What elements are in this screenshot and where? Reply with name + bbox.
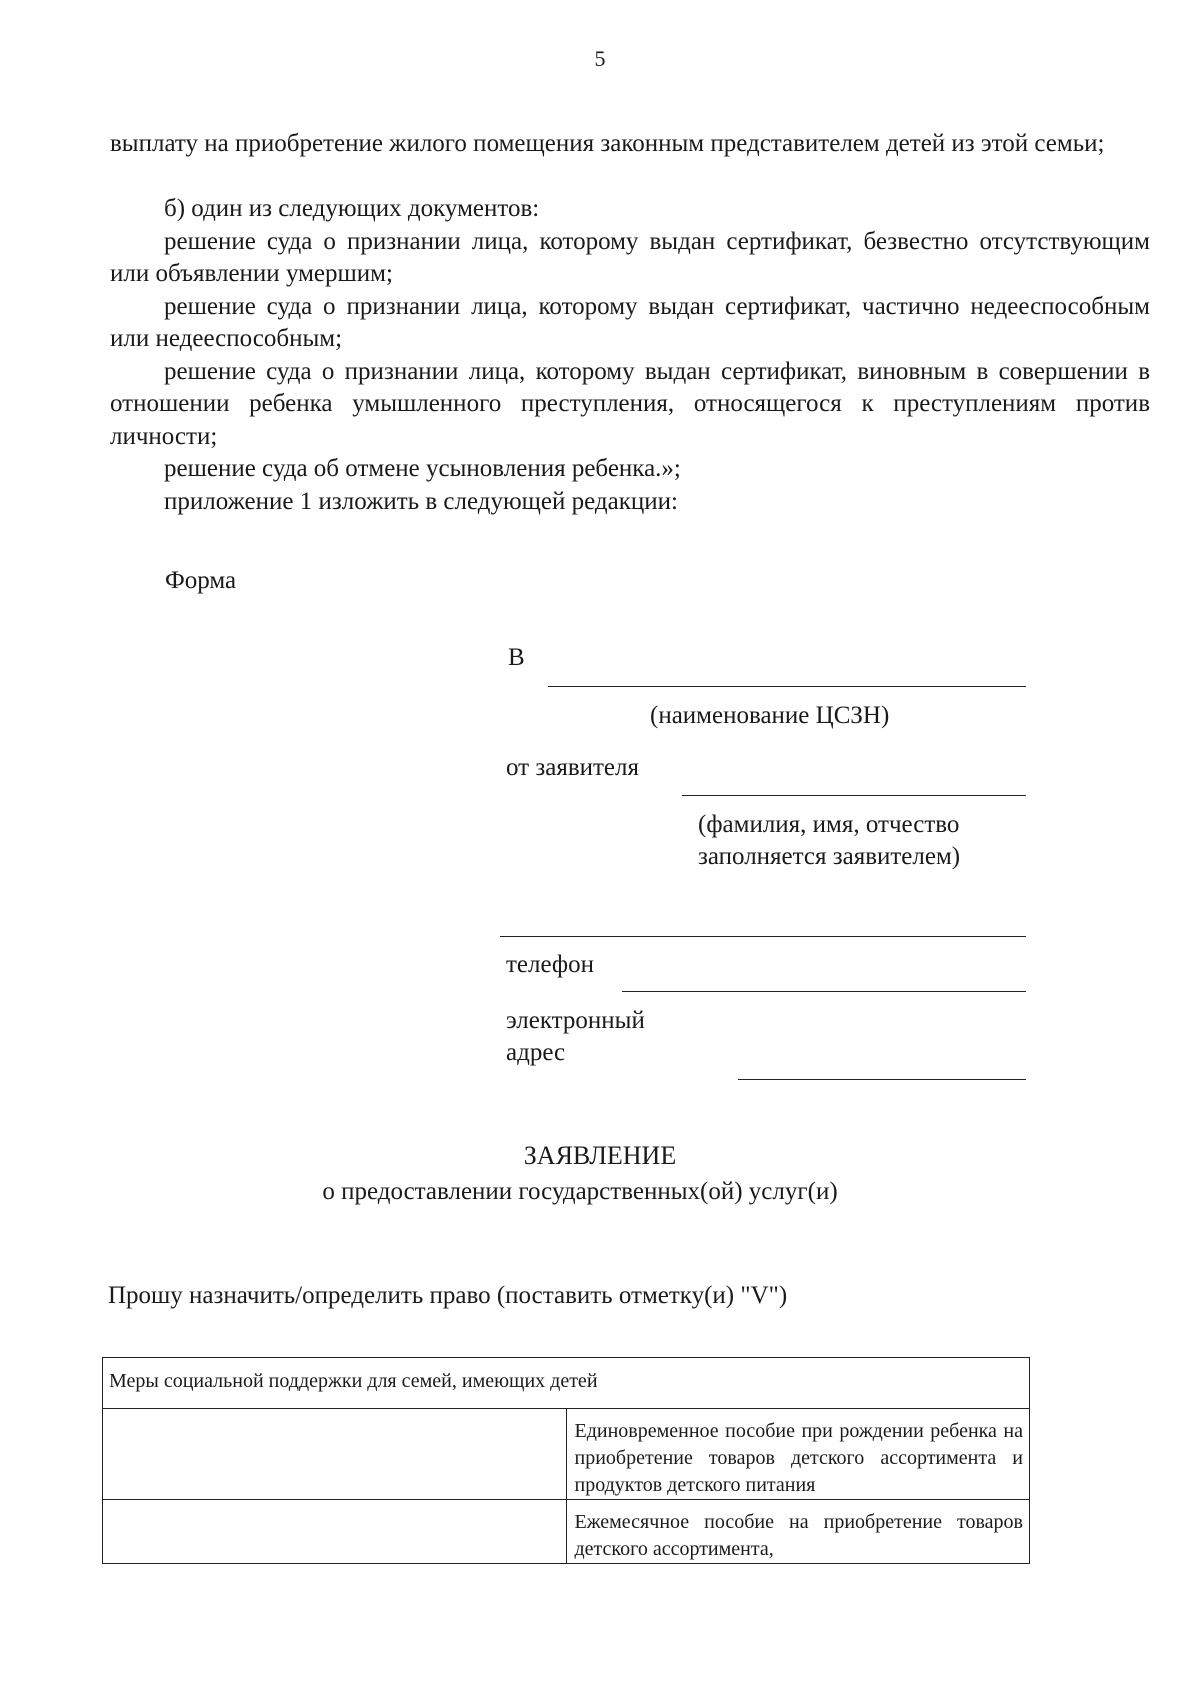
applicant-caption-1: (фамилия, имя, отчество [698, 811, 960, 838]
applicant-extra-line[interactable] [500, 936, 1026, 937]
table-header-row [103, 1358, 1030, 1409]
applicant-name-line[interactable] [682, 795, 1026, 796]
from-label: от заявителя [506, 754, 639, 781]
org-name-line[interactable] [548, 686, 1026, 687]
table-header: Меры социальной поддержки для семей, имеющих детей [103, 1358, 1030, 1409]
paragraph: решение суда о признании лица, которому выдан сертификат, безвестно отсутствующим или объявлении умершим; [110, 227, 1150, 287]
paragraph: решение суда о признании лица, которому выдан сертификат, виновным в совершении в отношении ребенка умышленного преступления, относящегося к преступлениям против личности; [110, 357, 1150, 450]
paragraph: решение суда об отмене усыновления ребенка.»; [164, 455, 681, 482]
measure-description: Ежемесячное пособие на приобретение товаров детского ассортимента, [566, 1500, 1030, 1564]
table-row [103, 1409, 1030, 1500]
body-text [110, 128, 1150, 161]
form-label: Форма [165, 567, 237, 594]
phone-line[interactable] [622, 991, 1026, 992]
email-line[interactable] [738, 1079, 1026, 1080]
phone-label: телефон [506, 951, 594, 978]
applicant-caption-2: заполняется заявителем) [698, 843, 961, 870]
checkbox-cell[interactable] [103, 1500, 567, 1564]
paragraph: приложение 1 изложить в следующей редакции: [164, 487, 678, 515]
document-subtitle: о предоставлении государственных(ой) услуг(и) [322, 1178, 838, 1205]
to-prefix: В [508, 644, 525, 671]
measures-table [102, 1357, 1030, 1564]
email-label-2: адрес [506, 1039, 566, 1066]
email-label-1: электронный [506, 1007, 645, 1034]
table-row [103, 1500, 1030, 1564]
paragraph: решение суда о признании лица, которому выдан сертификат, частично недееспособным или недееспособным; [110, 292, 1150, 352]
paragraph: выплату на приобретение жилого помещения законным представителем детей из этой семьи; [110, 130, 1105, 157]
checkbox-cell[interactable] [103, 1409, 567, 1500]
paragraph: б) один из следующих документов: [164, 195, 540, 222]
document-title: ЗАЯВЛЕНИЕ [523, 1141, 677, 1170]
measure-description: Единовременное пособие при рождении ребенка на приобретение товаров детского ассортимента и продуктов детского питания [566, 1409, 1030, 1500]
org-caption: (наименование ЦСЗН) [650, 702, 890, 729]
page-number: 5 [594, 46, 606, 71]
body-text [110, 193, 1150, 518]
request-text: Прошу назначить/определить право (поставить отметку(и) "V") [108, 1282, 788, 1309]
